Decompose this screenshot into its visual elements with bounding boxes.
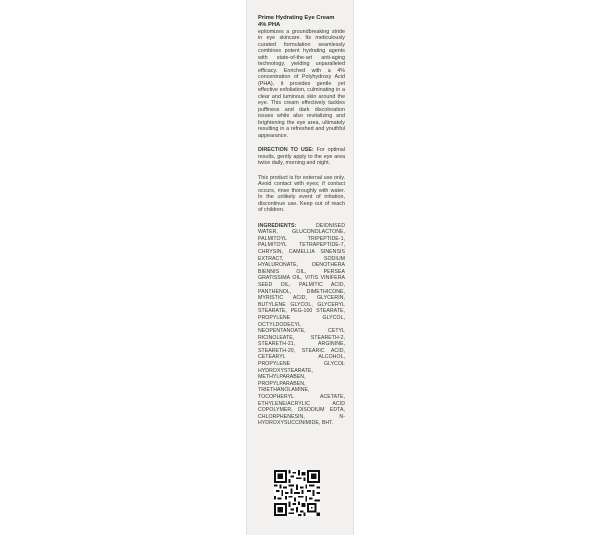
qr-code-icon xyxy=(274,470,320,516)
product-title-line1: Prime Hydrating Eye Cream xyxy=(258,15,335,21)
directions-text: For optimal results, gently apply to the eye area twice daily, morning and night. xyxy=(258,147,345,167)
label-text-column xyxy=(258,15,345,427)
ingredients-section xyxy=(258,223,345,427)
directions-label: DIRECTION TO USE: xyxy=(258,147,314,154)
directions-section xyxy=(258,147,345,167)
product-title xyxy=(258,15,345,29)
ingredients-text: DEIONISED WATER, GLUCONOLACTONE, PALMITOYL TRIPEPTIDE-1, PALMITOYL TETRAPEPTIDE-7, CHRYSIN, CAMELLIA SINENSIS EXTRACT, SODIUM HYALURONATE, OENOTHERA BIENNIS OIL, PERSEA GRATISSIMA OIL, VITIS VINIFERA SEED OIL, PALMITIC ACID, PANTHENOL, DIMETHICONE, MYRISTIC ACID, GLYCERIN, BUTYLENE GLYCOL, GLYCERYL STEARATE, PEG-100 STEARATE, PROPYLENE GLYCOL, OCTYLDODECYL NEOPENTANOATE, CETYL RICINOLEATE, STEARETH-2, STEARETH-21, ARGININE, STEARETH-20, STEARIC ACID, CETEARYL ALCOHOL, PROPYLENE GLYCOL HYDROXYSTEARATE, METHYLPARABEN, PROPYLPARABEN, TRIETHANOLAMINE, TOCOPHERYL ACETATE, ETHYLENE/ACRYLIC ACID COPOLYMER, DISODIUM EDTA, CHLORPHENESIN, N-HYDROXYSUCCINIMIDE, BHT. xyxy=(258,222,345,427)
ingredients-label: INGREDIENTS: xyxy=(258,222,297,229)
warning-text: This product is for external use only. Avoid contact with eyes; if contact occurs, rinse thoroughly with water. In the unlikely event of irritation, discontinue use. Keep out of reach of children. xyxy=(258,174,345,214)
product-description: epitomizes a groundbreaking stride in eye skincare. Its meticulously curated formulation seamlessly combines potent hydrating agents with state-of-the-art anti-aging technology, yielding unparalleled efficacy. Enriched with a 4% concentration of Polyhydroxy Acid (PHA), it provides gentle yet effective exfoliation, culminating in a clear and luminous skin around the eye. This cream effectively tackles puffiness and dark discoloration issues while also revitalizing and brightening the eye area, ultimately resulting in a refreshed and youthful appearance. xyxy=(258,28,345,139)
product-title-line2: 4% PHA xyxy=(258,21,281,28)
